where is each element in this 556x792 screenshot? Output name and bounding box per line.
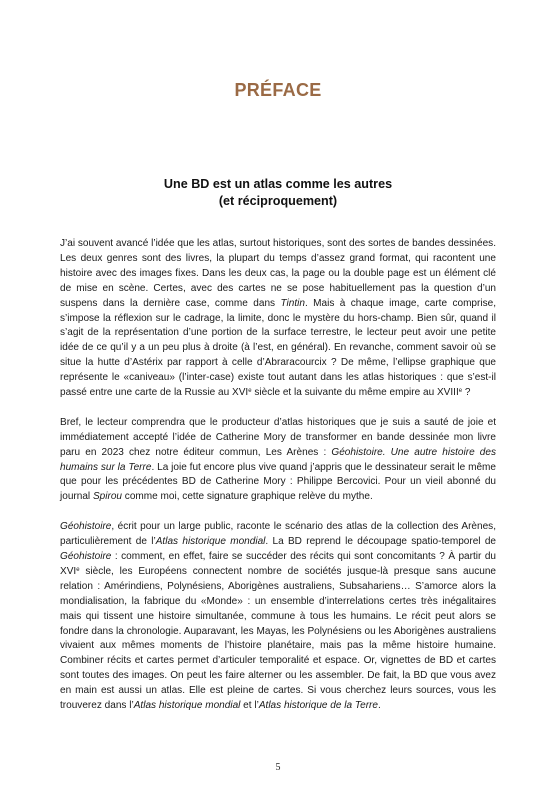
subtitle-line-1: Une BD est un atlas comme les autres: [163, 177, 393, 191]
p2-text-c: . La joie fut encore plus vive quand j’appris que le dessinateur serait le même que pour les précédentes BD de Catherine Mory : Philippe Bercovici. Pour un vieil abonné du journal: [60, 461, 496, 503]
p3-italic-geohistoire: Géohistoire: [60, 521, 112, 533]
p3-italic-atlas-terre: Atlas historique de la Terre: [258, 700, 378, 712]
p3-text-b: , écrit pour un large public, raconte le scénario des atlas de la collection des Arènes, particulièrement de l’: [60, 521, 496, 548]
p2-italic-book-title: Géohistoire. Une autre histoire des humains sur la Terre: [60, 446, 496, 473]
p2-italic-spirou: Spirou: [92, 491, 122, 503]
paragraph-1: [60, 237, 496, 401]
p3-text-i: et l’: [240, 700, 259, 712]
p3-text-k: .: [377, 700, 381, 712]
p1-text-a: J’ai souvent avancé l’idée que les atlas, surtout historiques, sont des sortes de bandes dessinées. Les deux genres sont des livres, la plupart du temps d’assez grand format, qui racontent une histoire avec des images fixes. Dans les deux cas, la page ou la double page est un élément clé de mise en scène. Certes, avec des cartes ne se pose habituellement pas la question d’un suspens dans la dernière case, comme dans: [60, 238, 496, 309]
p3-text-g: siècle, les Européens connectent nombre de sociétés jusque-là presque sans aucune relation : Amérindiens, Polynésiens, Aborigènes australiens, Subsahariens… S’amorce alors la mondialisation, la fabrique du «Monde» : un ensemble d’interrelations certes très inégalitaires mais qui tissent une histoire simultanée, commune à tous les humains. Le récit peut alors se fondre dans la chronologie. Auparavant, les Mayas, les Polynésiens ou les Aborigènes australiens vivaient aux mêmes moments de l’histoire planétaire, mais pas la même histoire humaine. Combiner récits et cartes permet d’articuler temporalité et espace. Or, vignettes de BD et cartes sont toutes des images. On peut les faire alterner ou les assembler. De fait, la BD que vous avez en main est aussi un atlas. Elle est pleine de cartes. Si vous cherchez leurs sources, vous les trouverez dans l’: [60, 565, 496, 712]
p2-text-e: comme moi, cette signature graphique relève du mythe.: [122, 491, 373, 503]
p3-italic-geohistoire-2: Géohistoire: [60, 551, 112, 562]
subtitle-line-2: (et réciproquement): [218, 194, 338, 208]
p1-superscript-2: e: [458, 388, 463, 395]
p2-text-a: Bref, le lecteur comprendra que le producteur d’atlas historiques que je suis a sauté de joie et immédiatement accepté l’idée de Catherine Mory de transformer en bande dessinée mon livre paru en 2023 chez notre éditeur commun, Les Arènes :: [60, 416, 496, 458]
page-number: 5: [275, 762, 281, 773]
p3-text-f: : comment, en effet, faire se succéder des récits qui sont concomitants ? À partir du XVI: [60, 551, 496, 577]
paragraph-2: [60, 416, 496, 505]
p1-text-c: . Mais à chaque image, carte comprise, s’impose la réflexion sur le cadrage, la limite, donc le mystère du hors-champ. Bien sûr, quand il s’agit de la représentation d’une portion de la surface terrestre, le lecteur peut avoir une petite idée de ce qu’il y a un peu plus à droite (à l’est, en général). En revanche, comment savoir où se situe la hutte d’Astérix par rapport à celle d’Abraracourcix ? De même, l’ellipse graphique que représente le «caniveau» (l’inter-case) existe tout autant dans les atlas historiques : que s’est-il passé entre une carte de la Russie au XVI: [60, 297, 497, 399]
p1-text-e: ?: [462, 387, 471, 399]
p3-italic-atlas-mondial: Atlas historique mondial: [155, 536, 266, 548]
page-title: PRÉFACE: [234, 80, 322, 100]
p3-italic-atlas-mondial-2: Atlas historique mondial: [133, 700, 241, 712]
p1-text-d: siècle et la suivante du même empire au XVIII: [251, 387, 459, 399]
p3-superscript-1: e: [76, 566, 80, 573]
preface-body: [60, 237, 496, 729]
paragraph-3: [60, 520, 496, 714]
p3-text-d: . La BD reprend le découpage spatio-temporel de: [265, 536, 497, 548]
p1-superscript-1: e: [248, 388, 252, 395]
section-subtitle: [0, 176, 556, 210]
p1-italic-tintin: Tintin: [280, 297, 305, 309]
